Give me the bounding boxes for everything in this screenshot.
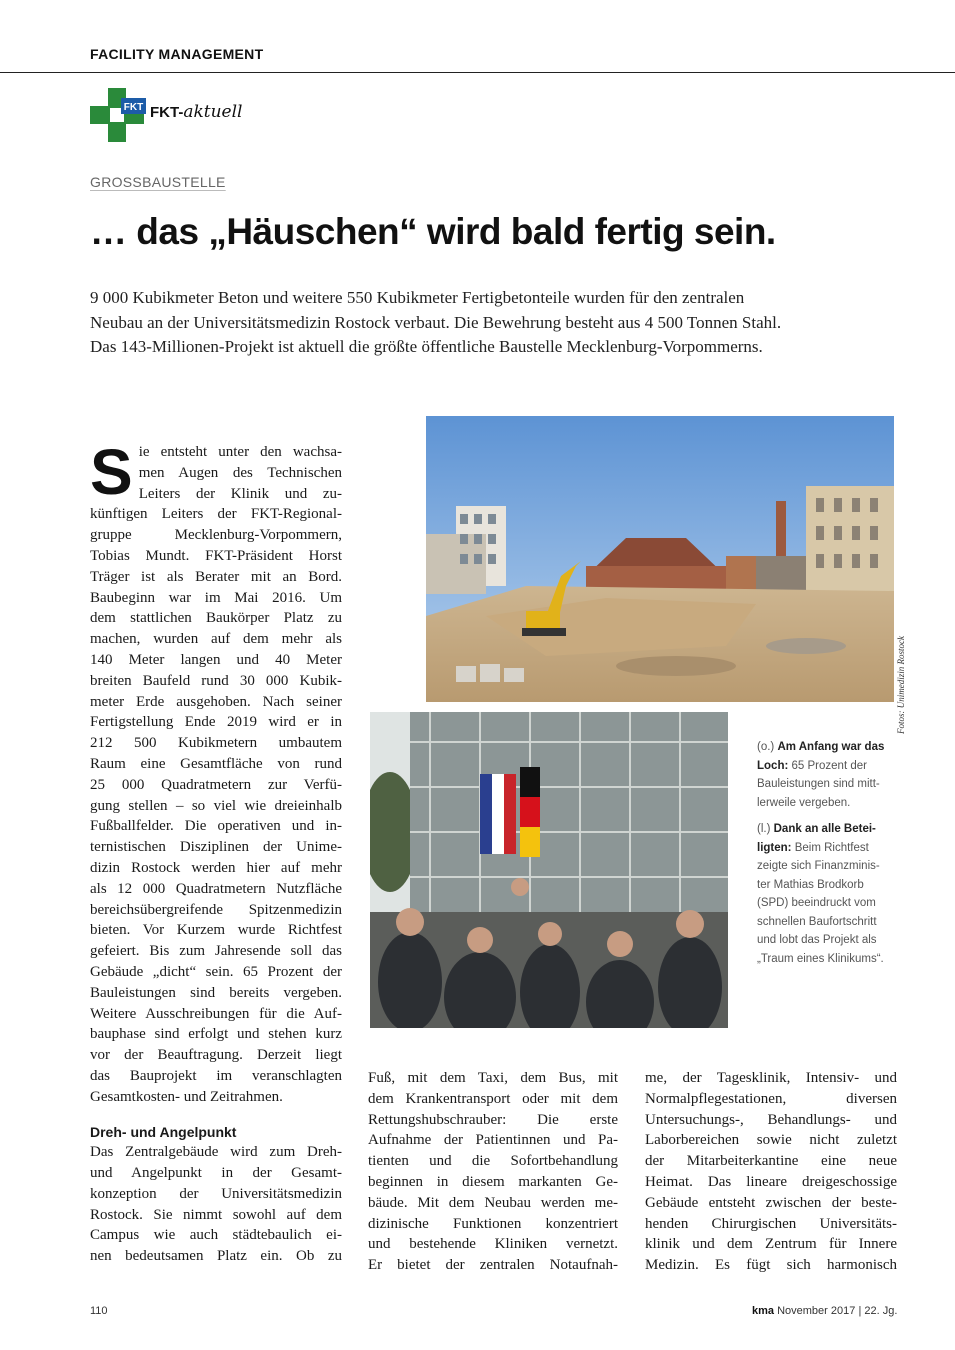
body-line: breiten Baufeld rund 30 000 Kubik- bbox=[90, 672, 342, 689]
subheading: Dreh- und Angelpunkt bbox=[90, 1123, 237, 1140]
body-line: bereichsübergreifende Spitzenmedizin bbox=[90, 901, 342, 918]
body-line: und bestehende Kliniken vernetzt. bbox=[368, 1236, 618, 1253]
lead-line: 9 000 Kubikmeter Beton und weitere 550 Kubikmeter Fertigbetonteile wurden für den zentralen bbox=[90, 288, 745, 307]
body-line: Medizin. Es fügt sich harmonisch bbox=[645, 1257, 897, 1274]
caption-marker: (l.) bbox=[757, 823, 771, 835]
body-line: meter Erde ausgehoben. Nach seiner bbox=[90, 693, 342, 710]
body-line: Normalpflegestationen, diversen bbox=[645, 1090, 897, 1107]
photo-captions bbox=[757, 738, 897, 976]
body-line: 25 000 Quadratmetern zur Verfü- bbox=[90, 776, 342, 793]
body-line: konzeption der Universitätsmedizin bbox=[90, 1185, 342, 1202]
body-line: Rettungshubschrauber: Die erste bbox=[368, 1111, 618, 1128]
body-line: bäude. Mit dem Neubau werden me- bbox=[368, 1194, 618, 1211]
photo-construction-pit bbox=[426, 416, 894, 702]
body-line: Das Zentralgebäude wird zum Dreh- bbox=[90, 1144, 342, 1161]
body-line: Rostock. Sie nimmt sowohl auf dem bbox=[90, 1206, 342, 1223]
body-column-3 bbox=[645, 1068, 897, 1276]
body-line: Träger ist als Berater mit an Bord. bbox=[90, 568, 342, 585]
wordmark-script: aktuell bbox=[183, 102, 243, 122]
footer-issue-info bbox=[752, 1305, 897, 1317]
body-line: 212 500 Kubikmetern umbautem bbox=[90, 735, 342, 752]
body-line: Baubeginn war im Mai 2016. Um bbox=[90, 589, 342, 606]
body-line: Heimat. Das lineare dreigeschossige bbox=[645, 1173, 897, 1190]
body-line: ie entsteht unter den wachsa- bbox=[138, 444, 342, 460]
body-line: Gesamtkosten- und Zeitrahmen. bbox=[90, 1088, 283, 1105]
caption-text: Bauleistungen sind mitt- bbox=[757, 778, 880, 790]
drop-cap: S bbox=[90, 436, 133, 508]
body-line: tienten und die Sofortbehandlung bbox=[368, 1153, 618, 1170]
photo-credit-text: Fotos: Unimedizin Rostock bbox=[896, 636, 906, 734]
body-line: 140 Meter langen und 40 Meter bbox=[90, 651, 342, 668]
caption-text: und lobt das Projekt als bbox=[757, 934, 877, 946]
body-line: gung stellen – so viel wie dreieinhalb bbox=[90, 797, 342, 814]
lead-paragraph bbox=[90, 286, 890, 360]
body-line: vor der Beauftragung. Derzeit liegt bbox=[90, 1047, 342, 1064]
caption-text: 65 Prozent der bbox=[791, 759, 867, 772]
caption-heading: Dank an alle Betei- bbox=[773, 823, 876, 835]
body-line: Bauleistungen sind bereits vergeben. bbox=[90, 984, 342, 1001]
body-line: Er bietet der zentralen Notaufnah- bbox=[368, 1257, 618, 1274]
body-line: Tobias Mundt. FKT-Präsident Horst bbox=[90, 547, 342, 564]
wordmark-prefix: FKT- bbox=[150, 104, 184, 121]
body-line: bieten. Vor Kurzem wurde Richtfest bbox=[90, 922, 342, 939]
body-line: Raum eine Gesamtfläche von rund bbox=[90, 755, 342, 772]
caption-heading: Loch: bbox=[757, 759, 789, 772]
caption-text: schnellen Baufortschritt bbox=[757, 915, 877, 928]
body-line: Aufnahme der Patientinnen und Pa- bbox=[368, 1132, 618, 1149]
footer-separator: | bbox=[858, 1305, 862, 1317]
body-line: Fußballfelder. Die operativen und in- bbox=[90, 818, 342, 835]
caption-marker: (o.) bbox=[757, 741, 775, 753]
body-line: klinik und dem Zentrum für Innere bbox=[645, 1236, 897, 1253]
caption-heading: Am Anfang war das bbox=[777, 741, 885, 753]
fkt-badge-text: FKT bbox=[123, 102, 144, 113]
body-line: me, der Tagesklinik, Intensiv- und bbox=[645, 1070, 897, 1086]
body-line: beginnen in diesem markanten Ge- bbox=[368, 1173, 618, 1190]
caption-text: (SPD) beeindruckt vom bbox=[757, 897, 876, 909]
body-column-1 bbox=[90, 436, 342, 1267]
body-line: Fuß, mit dem Taxi, dem Bus, mit bbox=[368, 1070, 618, 1086]
footer-issue: November 2017 bbox=[777, 1305, 856, 1317]
caption-text: ter Mathias Brodkorb bbox=[757, 878, 864, 891]
body-line: Gebäude entsteht zwischen der beste- bbox=[645, 1194, 897, 1211]
caption-text: Beim Richtfest bbox=[794, 841, 869, 854]
body-line: machen, wurden auf dem mehr als bbox=[90, 631, 342, 648]
lead-line: Das 143-Millionen-Projekt ist aktuell die größte öffentliche Baustelle Mecklenburg-Vorpommerns. bbox=[90, 337, 763, 356]
body-line: Campus wie auch städtebaulich ei- bbox=[90, 1227, 342, 1244]
body-line: henden Chirurgischen Universitäts- bbox=[645, 1215, 897, 1232]
body-line: ternistischen Disziplinen der Unime- bbox=[90, 839, 342, 856]
body-line: Untersuchungs-, Behandlungs- und bbox=[645, 1111, 897, 1128]
page-number: 110 bbox=[90, 1305, 108, 1317]
body-line: das Bauprojekt im veranschlagten bbox=[90, 1067, 342, 1084]
body-line: Weitere Ausschreibungen für die Auf- bbox=[90, 1005, 342, 1022]
section-label: FACILITY MANAGEMENT bbox=[90, 46, 264, 62]
body-line: gefeiert. Bis zum Jahresende soll das bbox=[90, 943, 342, 960]
footer-volume: 22. Jg. bbox=[864, 1305, 898, 1317]
body-line: künftigen Leiters der FKT-Regional- bbox=[90, 506, 342, 523]
body-line: nen bedeutsamen Platz ein. Ob zu bbox=[90, 1248, 342, 1265]
body-line: bauphase sind erfolgt und stehen kurz bbox=[90, 1026, 342, 1043]
body-line: Gebäude „dicht“ sein. 65 Prozent der bbox=[90, 963, 342, 980]
caption-text: zeigte sich Finanzminis- bbox=[757, 860, 880, 872]
footer-brand: kma bbox=[752, 1305, 775, 1317]
header-rule bbox=[0, 72, 955, 73]
headline: … das „Häuschen“ wird bald fertig sein. bbox=[90, 211, 776, 252]
body-column-2 bbox=[368, 1068, 618, 1276]
kicker: GROSSBAUSTELLE bbox=[90, 174, 226, 190]
photo-credit bbox=[896, 604, 908, 734]
body-line: Laborbereichen sowie nicht zuletzt bbox=[645, 1132, 897, 1149]
body-line: men Augen des Technischen bbox=[138, 464, 342, 481]
body-line: dem Krankentransport oder mit dem bbox=[368, 1090, 618, 1107]
caption-heading: ligten: bbox=[757, 841, 792, 854]
body-line: Fertigstellung Ende 2019 wird er in bbox=[90, 714, 342, 731]
caption-top bbox=[757, 738, 897, 812]
body-line: und Angelpunkt in der Gesamt- bbox=[90, 1165, 342, 1182]
fkt-cross-logo bbox=[90, 88, 146, 142]
lead-line: Neubau an der Universitätsmedizin Rostock verbaut. Die Bewehrung besteht aus 4 500 Tonnen Stahl. bbox=[90, 312, 782, 332]
body-line: gruppe Mecklenburg-Vorpommern, bbox=[90, 527, 342, 544]
body-line: dizin Rostock werden hier auf mehr bbox=[90, 859, 342, 876]
photo-topping-out-ceremony bbox=[370, 706, 734, 1028]
body-line: der Mitarbeiterkantine eine neue bbox=[645, 1153, 897, 1170]
caption-text: lerweile vergeben. bbox=[757, 796, 851, 809]
caption-text: „Traum eines Klinikums“. bbox=[757, 952, 884, 965]
body-line: Leiters der Klinik und zu- bbox=[138, 485, 342, 502]
body-line: als 12 000 Quadratmetern Nutzfläche bbox=[90, 880, 342, 897]
body-line: dem stattlichen Baukörper Platz zu bbox=[90, 610, 342, 627]
body-line: dizinische Funktionen konzentriert bbox=[368, 1215, 618, 1232]
fkt-aktuell-wordmark bbox=[150, 102, 242, 122]
caption-left bbox=[757, 820, 897, 968]
